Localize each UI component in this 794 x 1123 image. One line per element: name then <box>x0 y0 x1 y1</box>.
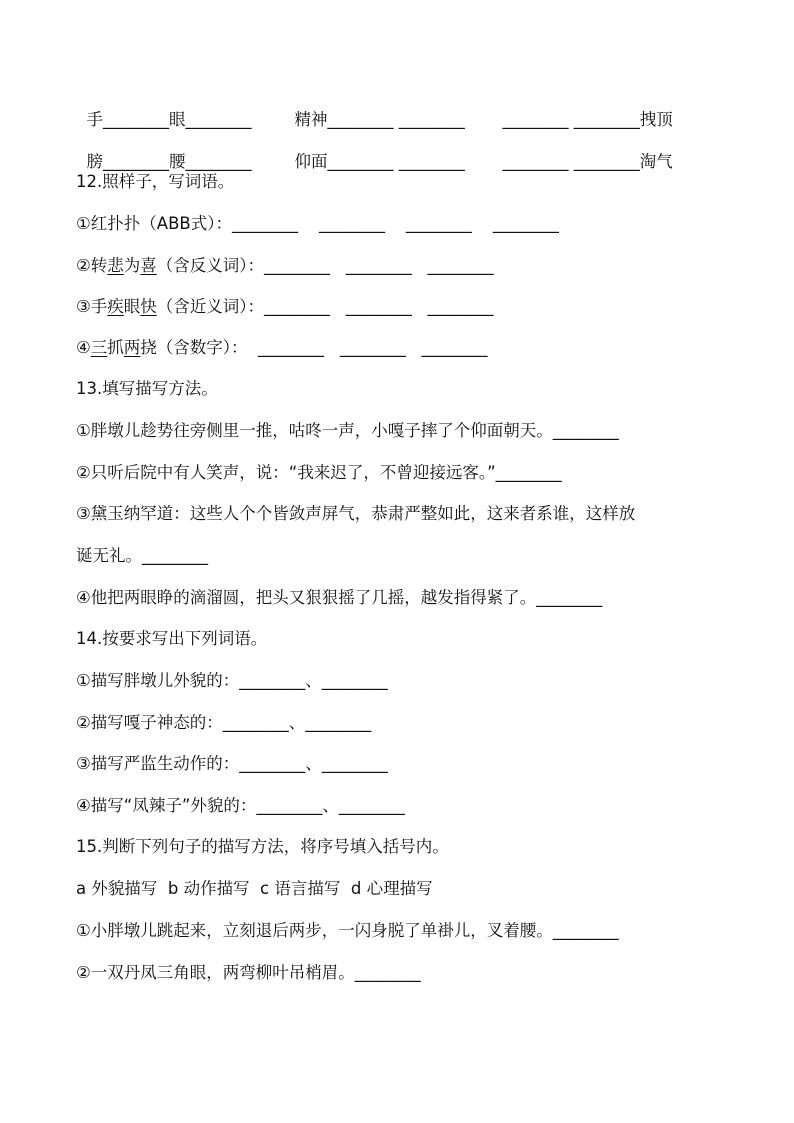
q14-item-2: ②描写嘎子神态的：________、________ <box>76 713 372 732</box>
q13-item-3-cont: 诞无礼。________ <box>76 546 208 565</box>
q13-title: 13.填写描写方法。 <box>76 379 218 398</box>
q14-item-4: ④描写“凤辣子”外貌的：________、________ <box>76 796 405 815</box>
word-row-1 <box>76 87 673 131</box>
text: ③手 <box>76 297 108 316</box>
text: （含近义词）：________ ________ ________ <box>156 297 494 316</box>
text: 为 <box>123 256 141 275</box>
q12-item-1: ①红扑扑（ABB式）：________ ________ ________ ________ <box>76 214 559 233</box>
text: 抓 <box>107 338 124 357</box>
q13-item-1: ①胖墩儿趁势往旁侧里一推，咕咚一声，小嘎子摔了个仰面朝天。________ <box>76 421 619 440</box>
q13-item-2: ②只听后院中有人笑声，说：“我来迟了，不曾迎接远客。”________ <box>76 463 562 482</box>
word-row-2 <box>76 129 673 173</box>
text: 眼 <box>123 297 141 316</box>
underlined-char: 喜 <box>140 256 157 275</box>
row1-col2: 精神________ ________ <box>294 110 465 129</box>
underlined-char: 快 <box>140 297 157 316</box>
text: 挠（含数字）： ________ ________ ________ <box>140 338 488 357</box>
q15-options: a 外貌描写 b 动作描写 c 语言描写 d 心理描写 <box>76 879 433 898</box>
q15-title: 15.判断下列句子的描写方法，将序号填入括号内。 <box>76 837 449 856</box>
text: （含反义词）：________ ________ ________ <box>156 256 494 275</box>
row1-col1: 手________眼________ <box>86 110 252 129</box>
underlined-char: 三 <box>90 338 108 357</box>
q15-item-2: ②一双丹凤三角眼，两弯柳叶吊梢眉。________ <box>76 963 421 982</box>
q13-item-4: ④他把两眼睁的滴溜圆，把头又狠狠摇了几摇，越发指得紧了。________ <box>76 588 603 607</box>
text: ④ <box>76 338 91 357</box>
q13-item-3: ③黛玉纳罕道：这些人个个皆敛声屏气，恭肃严整如此，这来者系谁，这样放 <box>76 504 636 523</box>
q14-item-1: ①描写胖墩儿外貌的：________、________ <box>76 671 388 690</box>
underlined-char: 悲 <box>107 256 124 275</box>
row2-col3: ________ ________淘气 <box>502 152 673 171</box>
q14-item-3: ③描写严监生动作的：________、________ <box>76 754 388 773</box>
q12-item-2 <box>76 255 494 277</box>
underlined-char: 疾 <box>107 297 124 316</box>
q12-item-3 <box>76 296 494 318</box>
row2-col1: 膀________腰________ <box>86 152 252 171</box>
q12-item-4 <box>76 337 488 359</box>
q14-title: 14.按要求写出下列词语。 <box>76 629 268 648</box>
q15-item-1: ①小胖墩儿跳起来，立刻退后两步，一闪身脱了单褂儿，叉着腰。________ <box>76 921 619 940</box>
row2-col2: 仰面________ ________ <box>294 152 465 171</box>
text: ②转 <box>76 256 108 275</box>
underlined-char: 两 <box>123 338 141 357</box>
q12-title: 12.照样子，写词语。 <box>76 172 235 191</box>
row1-col3: ________ ________拽顶 <box>502 110 673 129</box>
